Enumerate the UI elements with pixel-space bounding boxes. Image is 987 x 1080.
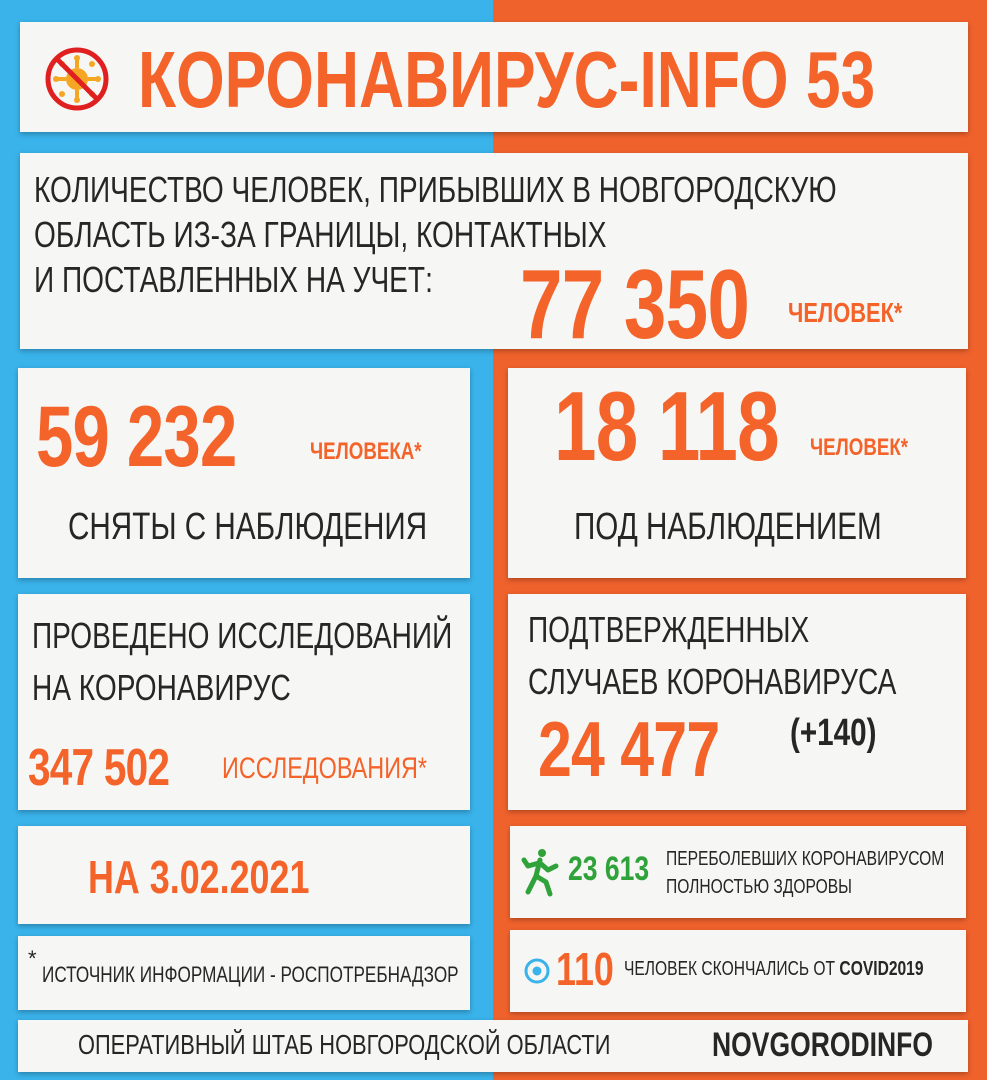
deaths-label-disease: COVID2019 (839, 958, 924, 980)
observed-card (508, 368, 966, 578)
recovered-value: 23 613 (568, 850, 650, 888)
released-value: 59 232 (36, 389, 237, 485)
total-registered-line-1: КОЛИЧЕСТВО ЧЕЛОВЕК, ПРИБЫВШИХ В НОВГОРОДСКУЮ (34, 169, 837, 210)
tests-unit: ИССЛЕДОВАНИЯ* (222, 752, 428, 785)
deaths-card (510, 930, 966, 1012)
report-date: НА 3.02.2021 (88, 851, 310, 903)
header-banner (20, 22, 968, 132)
total-registered-description (34, 167, 987, 302)
brand-logo-text: NOVGORODINFO (712, 1026, 934, 1064)
footer-bar (18, 1020, 968, 1072)
date-card (18, 826, 470, 924)
target-icon (524, 958, 550, 984)
confirmed-label-line-2: СЛУЧАЕВ КОРОНАВИРУСА (528, 661, 897, 702)
tests-label-line-2: НА КОРОНАВИРУС (32, 667, 291, 708)
source-asterisk: * (28, 946, 37, 971)
tests-value: 347 502 (28, 739, 170, 797)
deaths-label (624, 958, 924, 981)
recovered-card (510, 826, 966, 918)
recovered-label-line-2: ПОЛНОСТЬЮ ЗДОРОВЫ (666, 876, 852, 898)
total-registered-unit: ЧЕЛОВЕК* (788, 297, 903, 328)
released-unit: ЧЕЛОВЕКА* (310, 438, 422, 465)
total-registered-card (20, 153, 968, 359)
tests-card (18, 594, 470, 810)
source-card (18, 936, 470, 1010)
recovered-label-line-1: ПЕРЕБОЛЕВШИХ КОРОНАВИРУСОМ (666, 848, 945, 870)
released-card (18, 368, 470, 578)
deaths-value: 110 (556, 943, 614, 995)
tests-label-line-1: ПРОВЕДЕНО ИССЛЕДОВАНИЙ (32, 615, 453, 656)
footer-text: ОПЕРАТИВНЫЙ ШТАБ НОВГОРОДСКОЙ ОБЛАСТИ (78, 1029, 611, 1060)
total-registered-value: 77 350 (520, 249, 750, 359)
observed-value: 18 118 (554, 371, 779, 481)
confirmed-value: 24 477 (538, 705, 720, 793)
released-label: СНЯТЫ С НАБЛЮДЕНИЯ (68, 506, 428, 548)
observed-label: ПОД НАБЛЮДЕНИЕМ (574, 506, 882, 548)
confirmed-card (508, 594, 966, 810)
observed-unit: ЧЕЛОВЕК* (810, 434, 909, 461)
confirmed-delta: (+140) (790, 712, 877, 754)
source-text: ИСТОЧНИК ИНФОРМАЦИИ - РОСПОТРЕБНАДЗОР (42, 962, 459, 987)
confirmed-label-line-1: ПОДТВЕРЖДЕННЫХ (528, 609, 810, 650)
total-registered-line-2: ОБЛАСТЬ ИЗ-ЗА ГРАНИЦЫ, КОНТАКТНЫХ (34, 214, 607, 255)
tests-label (32, 610, 571, 714)
deaths-label-text: ЧЕЛОВЕК СКОНЧАЛИСЬ ОТ (624, 958, 836, 980)
confirmed-label (528, 604, 987, 708)
total-registered-line-3: И ПОСТАВЛЕННЫХ НА УЧЕТ: (34, 259, 433, 300)
runner-icon (520, 846, 560, 898)
no-virus-icon (44, 46, 110, 112)
page-title: КОРОНАВИРУС-INFO 53 (138, 35, 876, 124)
